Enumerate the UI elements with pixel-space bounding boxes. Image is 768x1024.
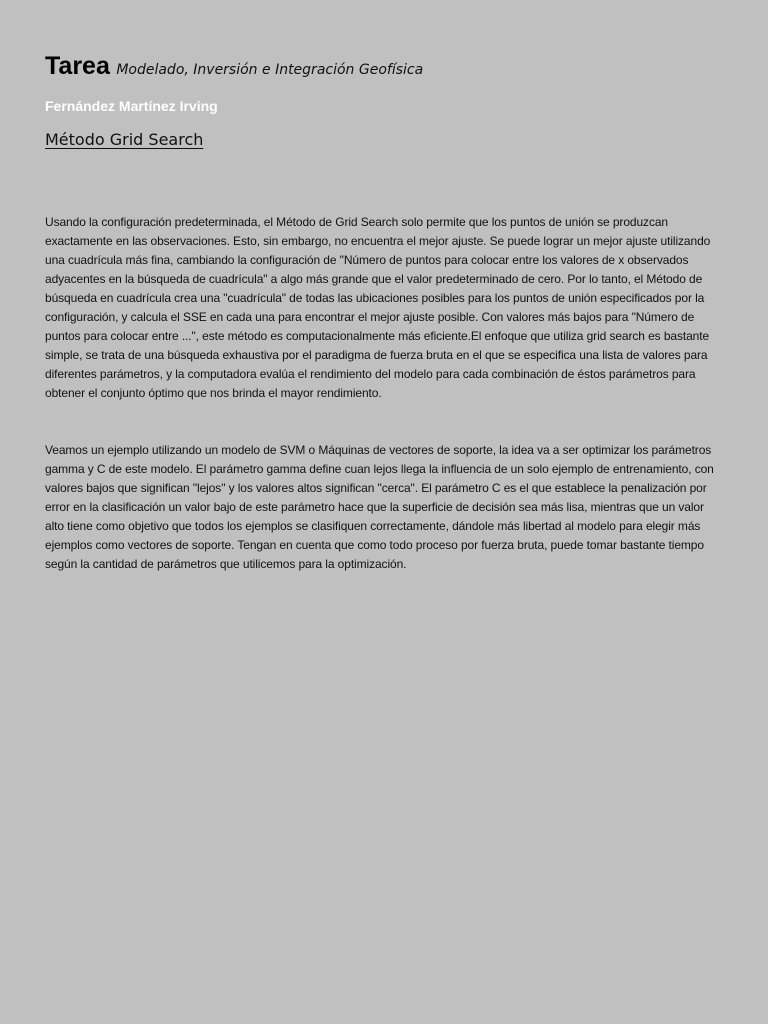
body-paragraph-2: Veamos un ejemplo utilizando un modelo de SVM o Máquinas de vectores de soporte, la idea va a ser optimizar los parámetros gamma y C de este modelo. El parámetro gamma define cuan lejos llega la influencia de un solo ejemplo de entrenamiento, con valores bajos que significan "lejos" y los valores altos significan "cerca". El parámetro C es el que establece la penalización por error en la clasificación un valor bajo de este parámetro hace que la superficie de decisión sea más lisa, mientras que un valor alto tiene como objetivo que todos los ejemplos se clasifiquen correctamente, dándole más libertad al modelo para elegir más ejemplos como vectores de soporte. Tengan en cuenta que como todo proceso por fuerza bruta, puede tomar bastante tiempo según la cantidad de parámetros que utilicemos para la optimización. [45,443,714,571]
document-header [45,50,723,86]
document-subtitle: Modelado, Inversión e Integración Geofísica [116,62,424,78]
document-title: Tarea [45,52,110,80]
body-paragraph-1: Usando la configuración predeterminada, el Método de Grid Search solo permite que los puntos de unión se produzcan exactamente en las observaciones. Esto, sin embargo, no encuentra el mejor ajuste. Se puede lograr un mejor ajuste utilizando una cuadrícula más fina, cambiando la configuración de "Número de puntos para colocar entre los valores de x observados adyacentes en la búsqueda de cuadrícula" a algo más grande que el valor predeterminado de cero. Por lo tanto, el Método de búsqueda en cuadrícula crea una "cuadrícula" de todas las ubicaciones posibles para los puntos de unión especificados por la configuración, y calcula el SSE en cada una para encontrar el mejor ajuste posible. Con valores más bajos para "Número de puntos para colocar entre ...", este método es computacionalmente más eficiente.El enfoque que utiliza grid search es bastante simple, se trata de una búsqueda exhaustiva por el paradigma de fuerza bruta en el que se especifica una lista de valores para diferentes parámetros, y la computadora evalúa el rendimiento del modelo para cada combinación de éstos parámetros para obtener el conjunto óptimo que nos brinda el mayor rendimiento. [45,215,711,400]
document-page [45,50,723,574]
section-title: Método Grid Search [45,130,204,149]
author-name: Fernández Martínez Irving [45,98,218,114]
